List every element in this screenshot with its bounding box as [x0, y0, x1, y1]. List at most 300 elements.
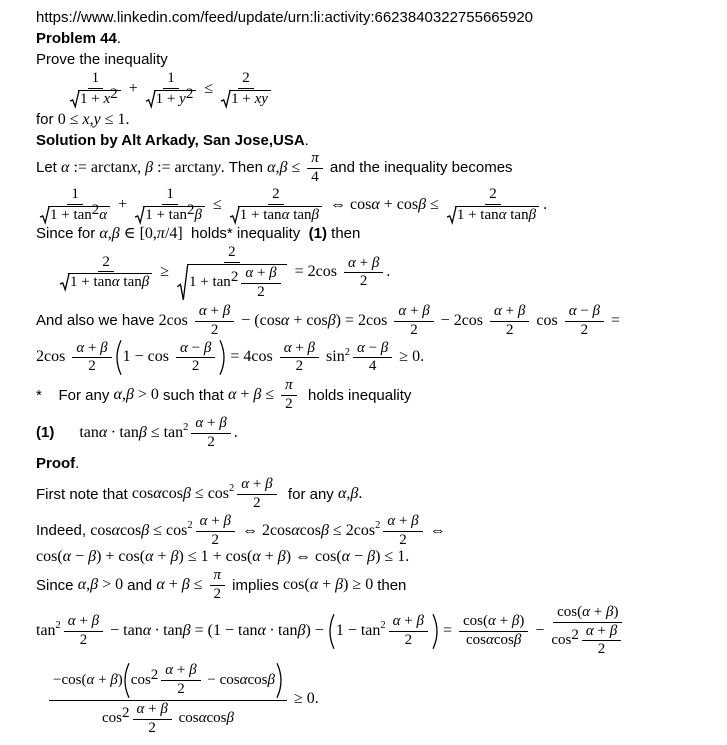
fraction: [237, 477, 276, 512]
math-italic: α: [195, 414, 204, 431]
math-row: [257, 285, 265, 301]
math-text: 1 +: [155, 90, 180, 107]
math-row: [398, 304, 429, 320]
math-text: tan: [119, 274, 142, 291]
math-text: 2: [187, 202, 195, 218]
math-text: ) = 2cos: [335, 311, 392, 329]
radicand: [48, 202, 110, 224]
fraction-denominator: [410, 322, 418, 339]
fraction-denominator: [360, 273, 368, 290]
superscript: [186, 87, 194, 103]
math-text: = 4cos: [226, 348, 277, 366]
fraction-denominator: [148, 720, 156, 737]
math-italic: α: [281, 207, 290, 223]
fraction-numerator: [88, 71, 104, 89]
math-text: 1: [71, 186, 79, 203]
math-row: [489, 187, 497, 203]
math-italic: α: [371, 196, 380, 214]
math-text: 1 + tan: [50, 207, 92, 223]
math-italic: α: [291, 521, 300, 539]
math-row: [212, 533, 220, 549]
math-row: [253, 496, 261, 512]
math-row: [220, 90, 272, 108]
fraction: [72, 341, 111, 376]
fraction: [176, 245, 288, 301]
math-text: 2: [399, 531, 407, 548]
fraction-denominator: [59, 272, 153, 291]
fraction-denominator: [405, 632, 413, 649]
math-text: := arctan: [153, 158, 214, 176]
math-text: − tan: [106, 621, 143, 639]
math-text: = 2cos: [290, 263, 341, 281]
math-text: > 0: [98, 576, 128, 594]
math-text: ) ≥ 0: [343, 576, 378, 594]
fraction-denominator: [229, 205, 323, 224]
math-italic: α: [199, 512, 208, 529]
math-row: [311, 151, 319, 167]
paren-group: [329, 613, 438, 650]
fraction-denominator: [311, 169, 319, 186]
math-text: cos: [466, 631, 486, 648]
superscript: [92, 203, 100, 219]
math-italic: β: [335, 576, 344, 594]
bold-text-run: (1): [308, 225, 327, 242]
math-row: [360, 274, 368, 290]
fraction-numerator: [161, 663, 200, 681]
since-holds-line: [36, 225, 721, 243]
math-italic: β: [219, 414, 227, 431]
math-text: 2: [380, 620, 386, 632]
math-row: [131, 663, 275, 698]
radicand: [154, 85, 197, 108]
display-final-expression: [36, 662, 721, 737]
math-text: cos: [102, 710, 122, 727]
fraction-numerator: [72, 341, 111, 359]
math-text: + cos: [379, 196, 419, 214]
text-run: then: [326, 225, 361, 242]
math-italic: β: [226, 710, 234, 727]
math-text: 1 + tan: [145, 207, 187, 223]
fraction-denominator: [399, 532, 407, 549]
fraction-denominator: [177, 681, 185, 698]
fraction: [490, 304, 529, 339]
math-text: 2: [88, 358, 96, 375]
fraction-numerator: [280, 341, 319, 359]
math-italic: α: [239, 671, 248, 688]
math-row: [195, 416, 226, 432]
math-italic: y: [213, 158, 221, 176]
text-run: such that: [162, 386, 228, 404]
math-text: ,: [346, 485, 351, 503]
math-text: ≥ 0.: [395, 348, 425, 366]
text-run: .: [75, 455, 80, 473]
math-italic: α: [62, 548, 72, 566]
math-text: ≤ tan: [146, 423, 184, 441]
math-row: [166, 187, 174, 203]
fraction-numerator: [176, 341, 215, 359]
math-text: ≥: [156, 263, 174, 281]
fraction-numerator: [268, 187, 284, 205]
text-run: https://www.linkedin.com/feed/update/urn:li:activity:6623840322755665920: [36, 9, 533, 26]
square-root: [135, 202, 205, 224]
math-italic: α: [356, 339, 365, 356]
fraction-numerator: [195, 304, 234, 322]
radicand: [68, 273, 152, 291]
fraction-numerator: [383, 514, 422, 532]
paren-content: [130, 663, 276, 698]
math-text: 1 − cos: [122, 348, 174, 366]
fraction: [307, 151, 323, 186]
math-italic: β: [321, 521, 329, 539]
math-text: ,: [121, 386, 126, 404]
math-italic: π: [285, 377, 293, 394]
math-italic: α: [198, 302, 207, 319]
math-text: 2: [404, 631, 413, 648]
math-italic: y: [179, 90, 186, 107]
math-text: =: [438, 621, 457, 639]
text-run: .: [116, 30, 122, 47]
math-text: +: [355, 254, 372, 271]
fraction-denominator: [581, 322, 589, 339]
fraction-denominator: [506, 322, 514, 339]
math-text: +: [124, 79, 142, 97]
math-text: 2: [580, 321, 589, 338]
math-text: +: [318, 576, 336, 594]
math-text: 2: [177, 681, 185, 697]
math-text: +: [400, 613, 417, 630]
math-row: [70, 275, 149, 291]
math-row: [446, 206, 540, 224]
math-italic: β: [182, 621, 191, 639]
math-italic: β: [189, 662, 197, 679]
superscript: [231, 270, 239, 286]
math-italic: α: [241, 476, 250, 493]
radicand: [455, 206, 539, 224]
fraction-denominator: [207, 434, 215, 451]
math-row: [102, 255, 110, 271]
math-row: [53, 662, 283, 699]
math-text: 2: [191, 358, 200, 375]
math-row: [76, 341, 107, 357]
math-text: ,: [275, 158, 280, 176]
math-row: [189, 266, 284, 301]
fraction-numerator: [281, 378, 297, 396]
math-text: 2: [257, 283, 265, 300]
math-text: +: [395, 512, 412, 529]
math-italic: x: [129, 158, 138, 176]
square-root: [230, 206, 322, 224]
math-row: [102, 702, 234, 737]
math-text: 1: [166, 186, 174, 203]
math-text: 2: [228, 244, 236, 260]
math-text: ≤ cos: [149, 521, 188, 539]
math-row: [463, 614, 524, 630]
fraction: [229, 187, 323, 224]
math-italic: β: [513, 631, 522, 648]
math-text: +: [144, 701, 161, 717]
fraction: [161, 663, 200, 698]
fraction-numerator: [237, 477, 276, 495]
fraction-numerator: [224, 245, 240, 263]
math-italic: α: [136, 701, 145, 717]
fraction-numerator: [394, 304, 433, 322]
math-italic: x: [103, 90, 111, 107]
math-italic: β: [416, 613, 424, 630]
math-row: [393, 614, 424, 630]
math-italic: x: [82, 110, 90, 128]
math-text: 2: [183, 421, 189, 433]
math-row: [466, 633, 521, 649]
square-root: [177, 264, 287, 301]
math-italic: β: [160, 701, 168, 717]
math-text: ≤ 1.: [100, 110, 130, 128]
math-text: ) ≤ 1.: [375, 548, 410, 566]
math-text: := arctan: [69, 158, 130, 176]
math-text: cos: [119, 521, 142, 539]
math-text: 2: [213, 586, 221, 602]
math-text: −: [531, 621, 549, 639]
text-run: for any: [279, 485, 338, 503]
math-text: +: [207, 512, 224, 529]
math-text: +: [114, 196, 132, 214]
math-italic: α: [156, 576, 165, 594]
math-text: 2: [272, 186, 280, 203]
math-italic: β: [253, 386, 262, 404]
math-text: .: [220, 158, 229, 176]
superscript: [56, 621, 61, 632]
math-row: [272, 187, 280, 203]
math-text: ,: [86, 576, 91, 594]
fraction-denominator: [80, 632, 88, 649]
math-row: [241, 477, 272, 493]
math-row: [586, 624, 617, 640]
math-text: cos: [532, 311, 562, 329]
math-text: ) −: [305, 621, 328, 639]
math-row: [200, 514, 231, 530]
math-text: 2: [110, 85, 118, 102]
math-row: [92, 71, 100, 87]
math-italic: β: [170, 548, 179, 566]
math-text: ≤: [208, 196, 226, 214]
math-text: +: [164, 576, 182, 594]
math-text: +: [260, 548, 278, 566]
math-text: −: [576, 302, 593, 319]
math-text: 2: [597, 641, 606, 658]
math-italic: β: [111, 225, 120, 242]
fraction-denominator: [212, 532, 220, 549]
math-text: ⇔ cos: [326, 196, 372, 214]
math-italic: α: [341, 548, 351, 566]
fraction: [191, 416, 230, 451]
math-text: − (cos: [237, 311, 281, 329]
math-italic: β: [367, 548, 376, 566]
math-text: +: [206, 302, 223, 319]
math-text: ≤: [200, 79, 218, 97]
math-italic: α: [111, 274, 120, 291]
fraction-numerator: [353, 341, 392, 359]
math-italic: α: [61, 158, 70, 176]
math-text: ⇔ 2cos: [237, 521, 292, 539]
math-text: ,: [89, 110, 94, 128]
right-paren-glyph: [276, 662, 282, 699]
math-row: [581, 323, 589, 339]
math-row: [39, 202, 111, 224]
math-text: 2: [210, 321, 219, 338]
fraction-denominator: [145, 85, 198, 108]
math-text: +: [249, 476, 266, 493]
math-italic: α: [111, 521, 120, 539]
math-text: 2: [207, 433, 215, 450]
math-row: [336, 614, 431, 649]
fraction-numerator: [98, 255, 114, 273]
math-row: [285, 378, 293, 394]
url-line: [36, 9, 721, 27]
fraction-denominator: [220, 89, 272, 108]
math-italic: β: [223, 512, 231, 529]
math-text: ) ⇔ cos(: [285, 548, 342, 566]
fraction-numerator: [133, 702, 172, 720]
radicand: [143, 202, 205, 224]
superscript: [187, 521, 192, 532]
fraction-denominator: [296, 358, 304, 375]
math-text: = (1 − tan: [190, 621, 258, 639]
math-text: 2: [295, 358, 304, 375]
display-cos-bound: [36, 245, 721, 301]
fraction-numerator: [191, 416, 230, 434]
fraction-numerator: [344, 256, 383, 274]
math-italic: β: [605, 603, 614, 620]
math-text: +: [153, 548, 171, 566]
math-row: [399, 533, 407, 549]
math-italic: α: [145, 548, 154, 566]
math-text: 2: [102, 253, 110, 270]
fraction-numerator: [459, 614, 528, 632]
math-text: 2: [122, 705, 130, 722]
math-italic: β: [141, 521, 150, 539]
math-italic: β: [265, 476, 273, 493]
math-text: ∈ [0,: [119, 225, 157, 242]
math-italic: β: [279, 158, 288, 176]
math-italic: β: [91, 613, 100, 630]
math-text: ≥ 0.: [289, 689, 319, 707]
fraction: [582, 624, 621, 659]
math-italic: β: [181, 576, 190, 594]
math-text: 2: [242, 70, 250, 86]
math-row: [311, 170, 319, 186]
text-run: First note that: [36, 485, 132, 503]
math-text: 1 + tan: [239, 207, 282, 223]
math-italic: α: [98, 423, 108, 441]
fraction-denominator: [102, 701, 234, 737]
math-text: 1 − tan: [335, 621, 381, 639]
math-text: 2: [187, 519, 193, 531]
math-italic: α: [398, 302, 407, 319]
square-root: [146, 85, 197, 108]
math-text: 2cos: [36, 348, 70, 366]
math-italic: β: [138, 423, 147, 441]
math-text: sin: [322, 348, 345, 366]
superscript: [380, 621, 385, 632]
math-italic: β: [145, 158, 154, 176]
superscript: [110, 87, 118, 103]
math-italic: α: [337, 485, 347, 503]
math-text: 0 ≤: [57, 110, 83, 128]
math-italic: β: [100, 339, 108, 356]
text-run: Since: [36, 576, 78, 594]
fraction-numerator: [565, 304, 604, 322]
text-run: for: [36, 110, 58, 128]
math-row: [387, 514, 418, 530]
fraction-denominator: [285, 396, 293, 413]
math-text: tan: [79, 423, 99, 441]
math-text: +: [291, 339, 308, 356]
math-text: cos: [90, 521, 112, 539]
fraction-denominator: [214, 586, 222, 603]
fraction-numerator: [49, 662, 287, 701]
math-italic: α: [77, 576, 87, 594]
math-text: cos(: [463, 613, 489, 630]
fraction-numerator: [389, 614, 428, 632]
math-row: [192, 359, 200, 375]
math-row: [228, 245, 236, 261]
math-row: [598, 642, 606, 658]
math-text: ): [117, 671, 123, 688]
math-row: [242, 71, 250, 87]
display-tan-difference: [36, 605, 721, 658]
math-text: 2: [91, 202, 100, 218]
math-text: tan: [506, 207, 529, 223]
fraction-denominator: [176, 263, 288, 301]
math-text: cos: [131, 485, 154, 503]
problem-title: [36, 30, 721, 48]
fraction-numerator: [67, 187, 83, 205]
math-text: 2: [489, 186, 497, 203]
math-italic: β: [277, 548, 286, 566]
superscript: [151, 668, 159, 684]
fraction: [353, 341, 392, 376]
math-text: 2: [211, 531, 220, 548]
radicand: [229, 90, 271, 108]
radicand: [187, 264, 287, 301]
math-row: [177, 682, 185, 698]
math-text: cos: [493, 631, 514, 648]
math-row: [240, 208, 319, 224]
inequality-1-line: [36, 416, 721, 451]
math-italic: β: [371, 254, 380, 271]
fraction: [551, 605, 624, 658]
square-root: [70, 85, 121, 108]
fraction-numerator: [196, 514, 235, 532]
math-italic: β: [88, 548, 97, 566]
math-italic: β: [350, 485, 359, 503]
math-text: ): [519, 613, 525, 630]
math-text: 2: [359, 273, 368, 290]
fraction-denominator: [551, 623, 624, 659]
math-italic: α: [153, 485, 162, 503]
fraction-numerator: [162, 187, 178, 205]
math-text: cos: [206, 710, 227, 727]
math-row: [410, 323, 418, 339]
fraction-numerator: [490, 304, 529, 322]
math-row: [145, 202, 202, 224]
fraction-numerator: [307, 151, 323, 169]
math-row: [50, 202, 108, 224]
text-run: Indeed,: [36, 522, 91, 539]
fraction: [133, 702, 172, 737]
math-row: [176, 264, 288, 301]
fraction: [241, 266, 280, 301]
fraction-denominator: [39, 202, 111, 224]
